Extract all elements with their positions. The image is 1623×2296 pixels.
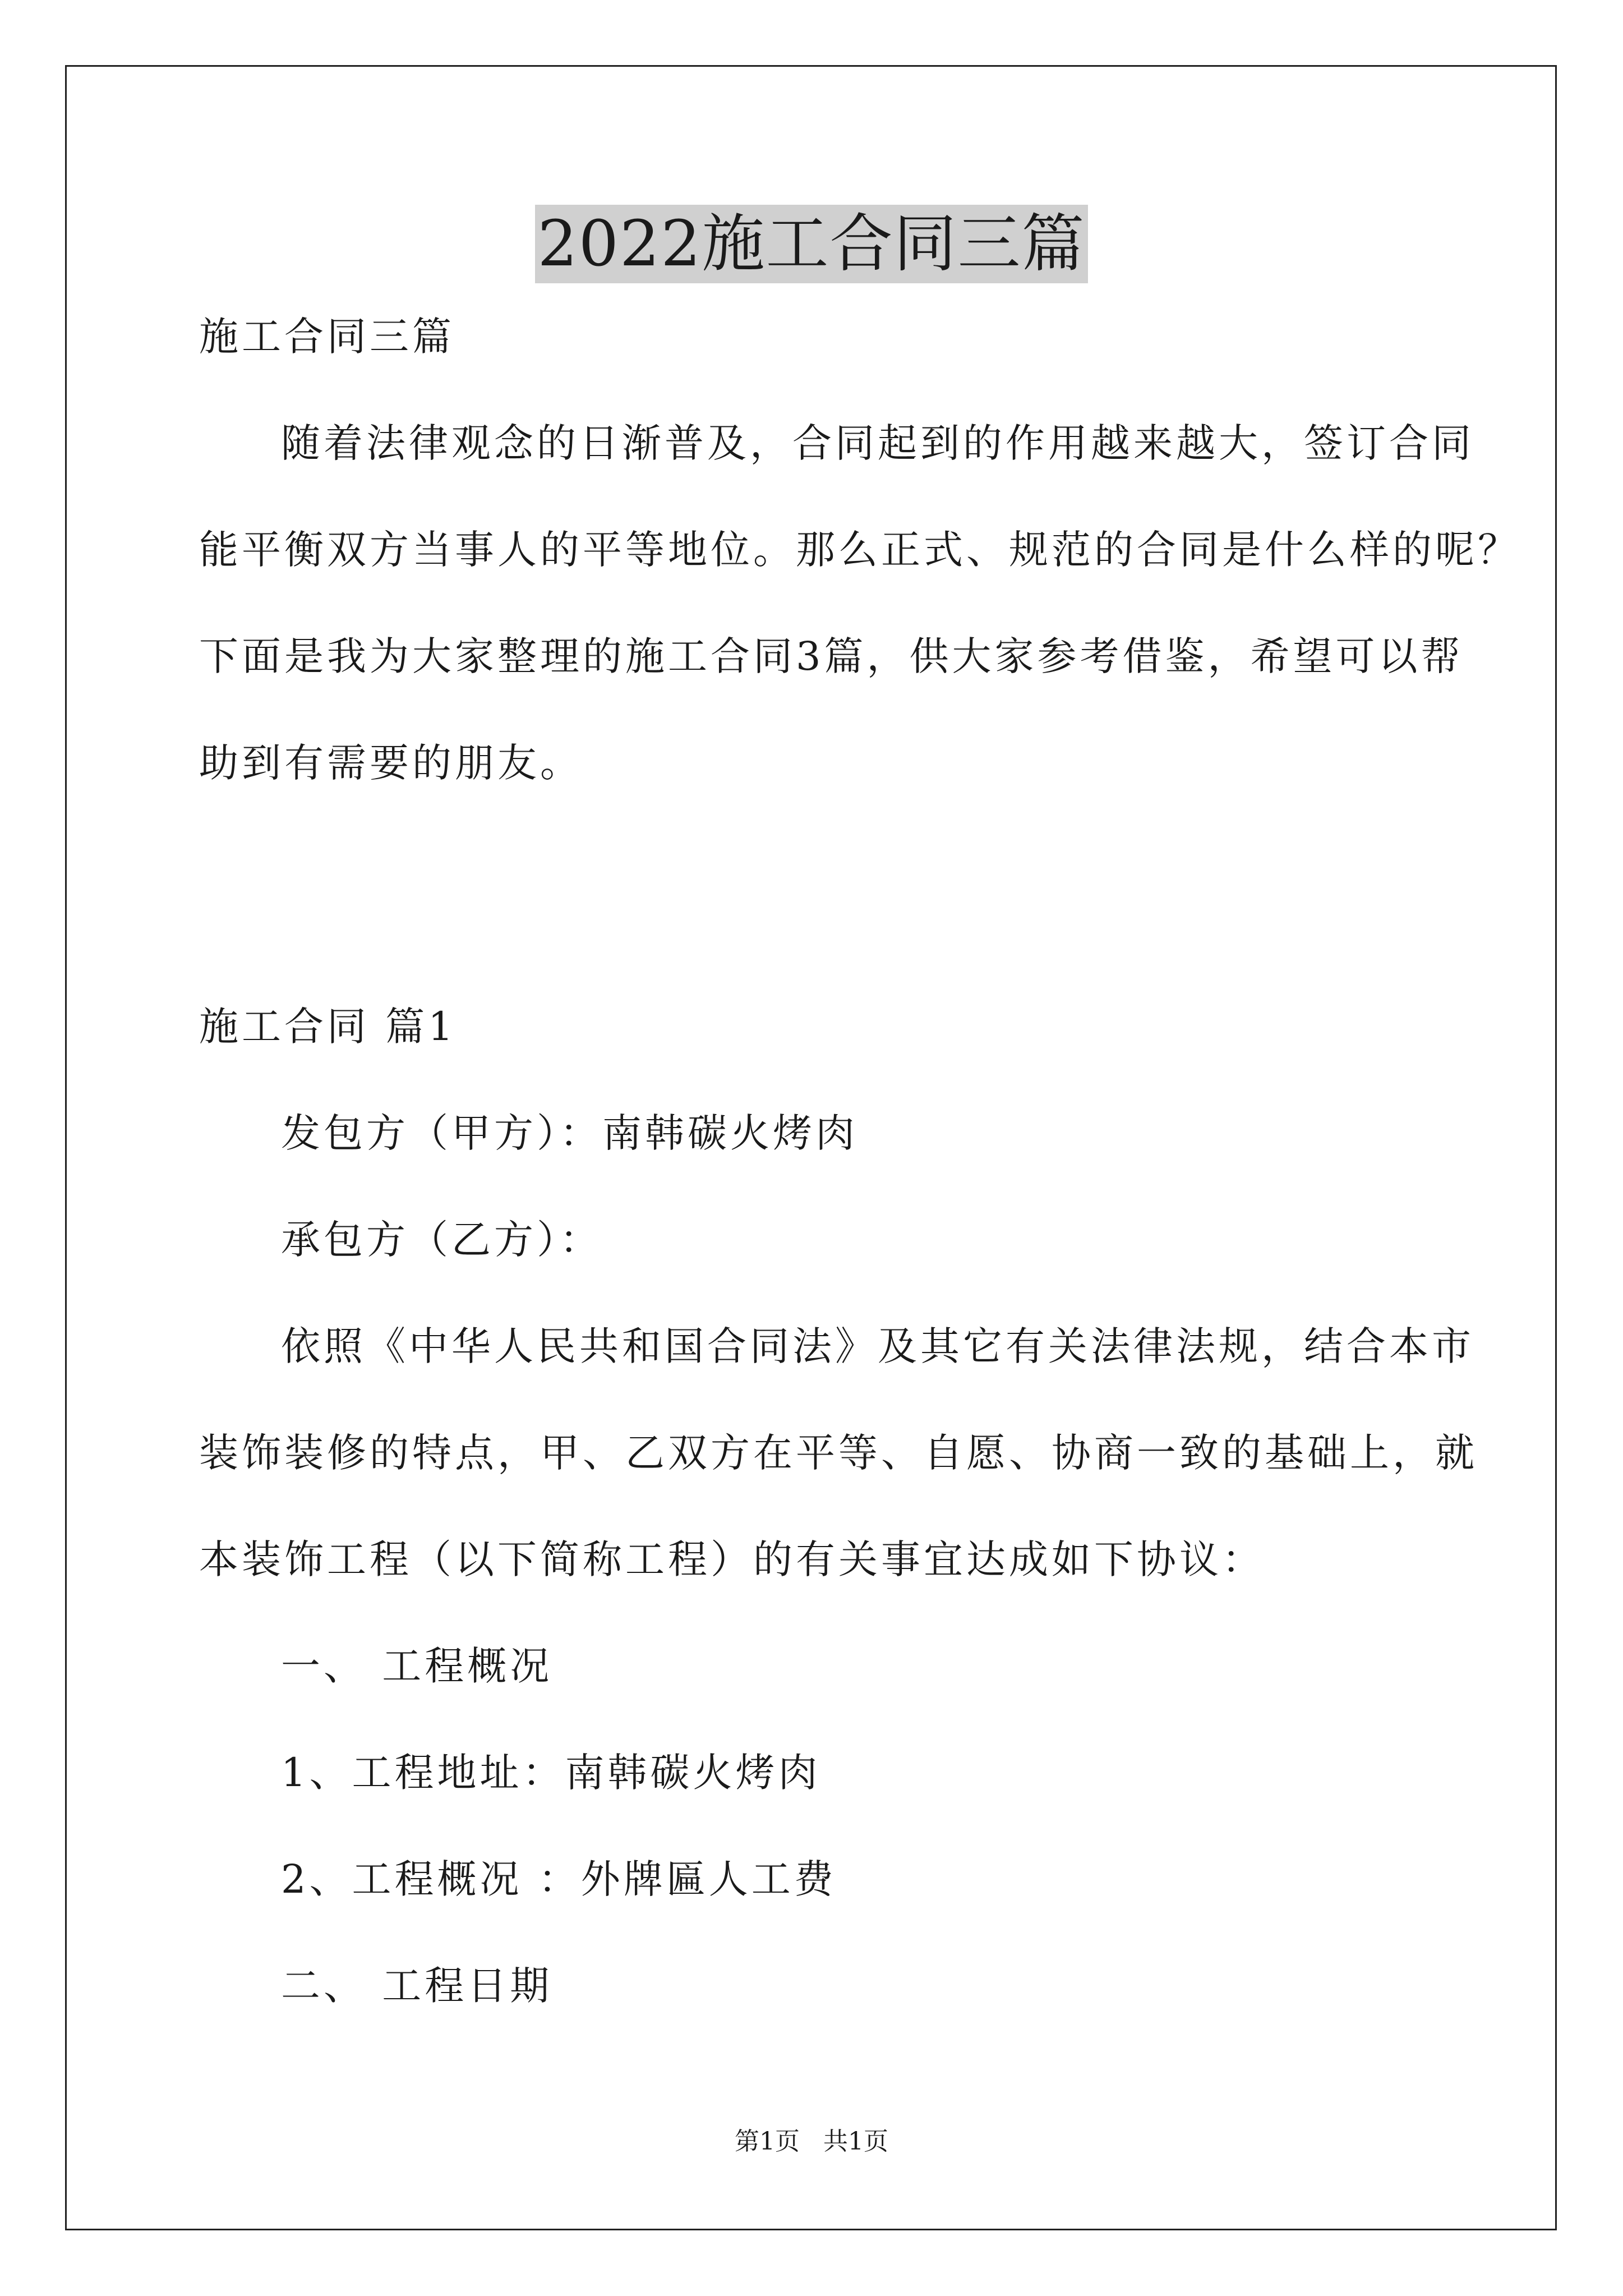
page-number: 第1页 <box>735 2127 800 2156</box>
paragraph-line: 下面是我为大家整理的施工合同3篇，供大家参考借鉴，希望可以帮 <box>199 633 1464 679</box>
paragraph-line: 承包方（乙方）： <box>281 1217 602 1263</box>
section-heading: 施工合同 篇1 <box>199 1004 457 1050</box>
list-item: 1、工程地址：南韩碳火烤肉 <box>281 1750 821 1796</box>
section-heading: 施工合同三篇 <box>199 314 455 360</box>
list-item: 2、工程概况 ：外牌匾人工费 <box>281 1856 837 1902</box>
paragraph-line: 装饰装修的特点，甲、乙双方在平等、自愿、协商一致的基础上，就 <box>199 1430 1478 1476</box>
title-area <box>0 205 1623 283</box>
list-heading: 一、 工程概况 <box>281 1643 553 1689</box>
list-heading: 二、 工程日期 <box>281 1963 553 2009</box>
paragraph-line: 助到有需要的朋友。 <box>199 740 583 786</box>
page-total: 共1页 <box>823 2127 888 2156</box>
paragraph-line: 能平衡双方当事人的平等地位。那么正式、规范的合同是什么样的呢？ <box>199 527 1520 573</box>
paragraph-line: 发包方（甲方）：南韩碳火烤肉 <box>281 1110 858 1156</box>
page-footer <box>0 2126 1623 2157</box>
paragraph-line: 随着法律观念的日渐普及，合同起到的作用越来越大，签订合同 <box>281 420 1474 466</box>
document-title: 2022施工合同三篇 <box>535 205 1087 283</box>
paragraph-line: 依照《中华人民共和国合同法》及其它有关法律法规，结合本市 <box>281 1323 1474 1369</box>
paragraph-line: 本装饰工程（以下简称工程）的有关事宜达成如下协议： <box>199 1536 1265 1582</box>
